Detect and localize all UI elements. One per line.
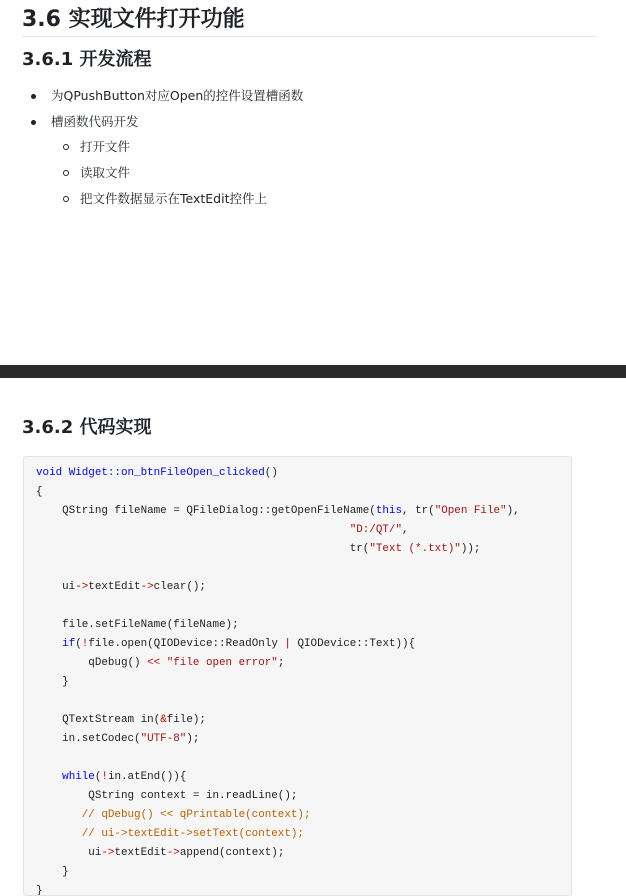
- code-line: {: [36, 486, 43, 498]
- subsection-title-code: 3.6.2 代码实现: [22, 417, 152, 438]
- list-item: [22, 112, 303, 209]
- code-line: }: [36, 676, 69, 688]
- code-line: ui->textEdit->clear();: [36, 581, 206, 593]
- sub-list-item: [51, 163, 303, 183]
- code-line: if(!file.open(QIODevice::ReadOnly | QIODevice::Text)){: [62, 638, 416, 650]
- list-item-text: 为QPushButton对应Open的控件设置槽函数: [51, 88, 304, 103]
- code-line: // ui->textEdit->setText(context);: [36, 828, 304, 840]
- code-line: QString fileName = QFileDialog::getOpenFileName(this, tr("Open File"),: [36, 505, 520, 517]
- code-line: }: [36, 866, 69, 878]
- sub-list: [51, 137, 303, 209]
- page-divider: [0, 365, 626, 378]
- list-item: [22, 86, 303, 106]
- code-line: // qDebug() << qPrintable(context);: [36, 809, 311, 821]
- code-line: qDebug() << "file open error";: [36, 657, 285, 669]
- code-line: in.setCodec("UTF-8");: [36, 733, 200, 745]
- list-item-text: 槽函数代码开发: [51, 114, 139, 129]
- code-line: QTextStream in(&file);: [36, 714, 206, 726]
- code-line: file.setFileName(fileName);: [36, 619, 239, 631]
- code-line: QString context = in.readLine();: [36, 790, 298, 802]
- code-line: }: [36, 885, 43, 896]
- code-line: ui->textEdit->append(context);: [36, 847, 285, 859]
- sub-list-item-text: 把文件数据显示在TextEdit控件上: [80, 191, 267, 206]
- section-title: 3.6 实现文件打开功能: [22, 4, 596, 37]
- process-list: [22, 86, 303, 215]
- code-content: [36, 467, 520, 896]
- code-line: void Widget::on_btnFileOpen_clicked(): [36, 467, 278, 479]
- sub-list-item: [51, 137, 303, 157]
- sub-list-item-text: 读取文件: [80, 165, 131, 180]
- sub-list-item: [51, 189, 303, 209]
- code-line: while(!in.atEnd()){: [62, 771, 187, 783]
- sub-list-item-text: 打开文件: [80, 139, 131, 154]
- code-block[interactable]: [23, 456, 572, 896]
- code-line: "D:/QT/",: [349, 524, 409, 536]
- subsection-title-process: 3.6.1 开发流程: [22, 49, 152, 70]
- code-line: tr("Text (*.txt)"));: [36, 543, 481, 555]
